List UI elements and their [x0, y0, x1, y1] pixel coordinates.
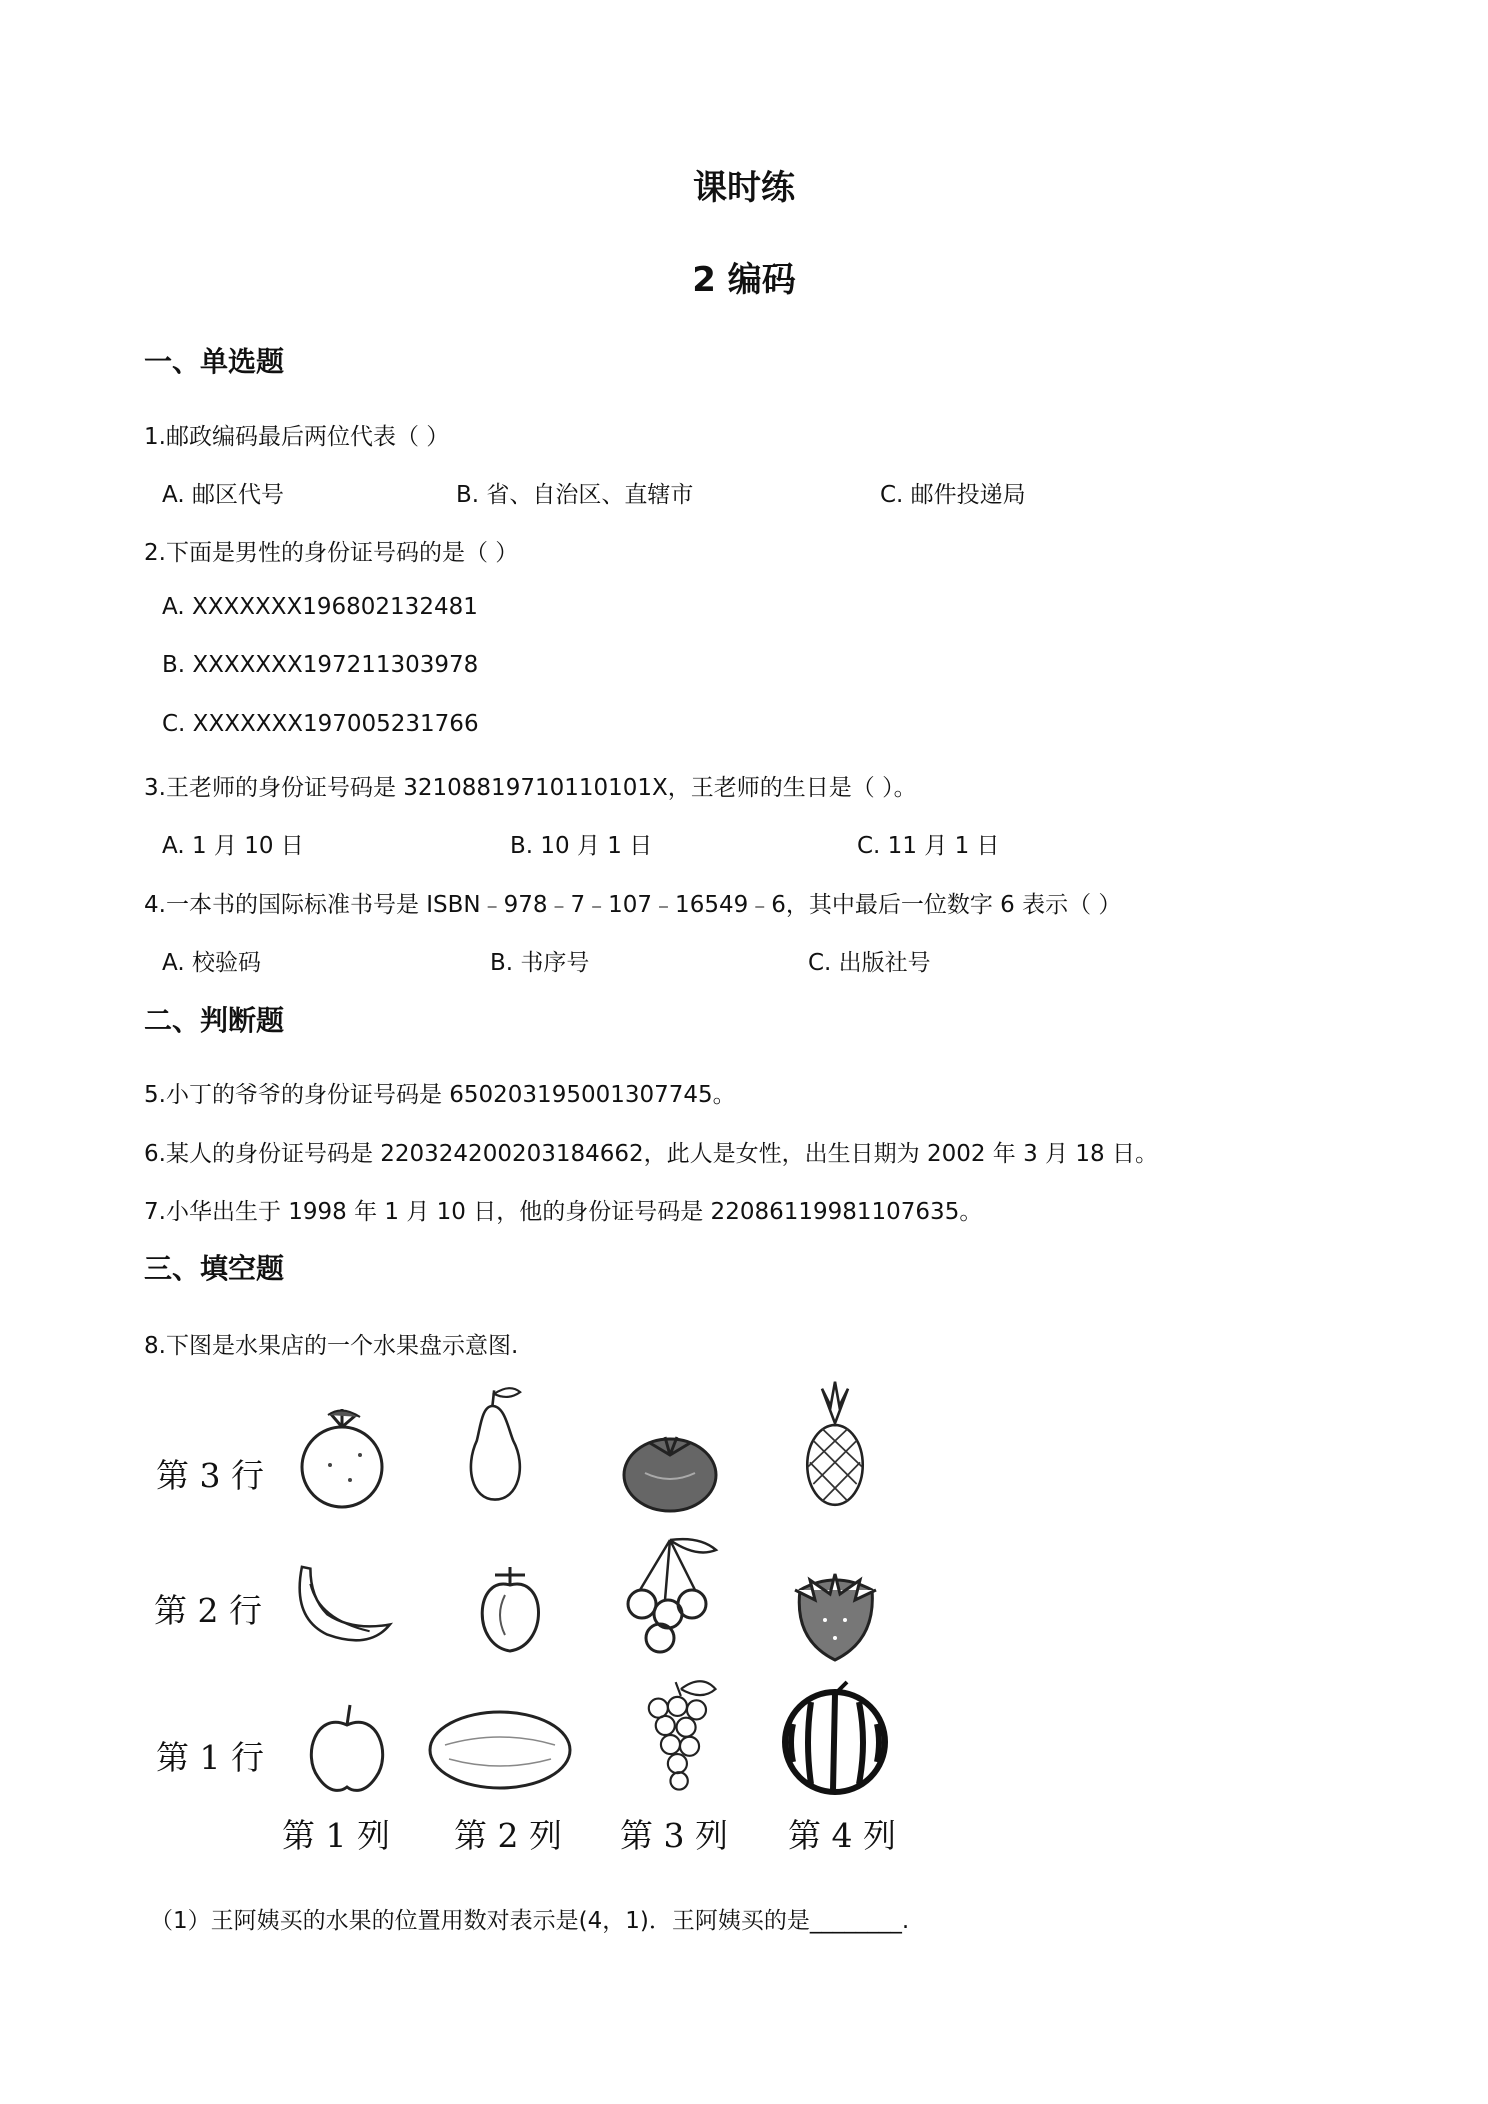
cherries-icon	[620, 1530, 730, 1660]
q4-option-a: A. 校验码	[162, 950, 261, 976]
col-label-3: 第 3 列	[620, 1816, 728, 1855]
q1-option-c: C. 邮件投递局	[880, 482, 1026, 508]
q2-option-b: B. XXXXXXX197211303978	[162, 652, 479, 678]
question-2: 2.下面是男性的身份证号码的是（ ）	[144, 540, 519, 566]
q4-option-c: C. 出版社号	[808, 950, 931, 976]
melon-icon	[425, 1705, 575, 1795]
doc-subtitle: 2 编码	[692, 260, 796, 300]
q2-option-c: C. XXXXXXX197005231766	[162, 711, 479, 737]
pear-icon	[440, 1380, 550, 1510]
question-6: 6.某人的身份证号码是 220324200203184662，此人是女性，出生日期为 2002 年 3 月 18 日。	[144, 1141, 1158, 1167]
q1-option-b: B. 省、自治区、直辖市	[456, 482, 694, 508]
question-5: 5.小丁的爷爷的身份证号码是 650203195001307745。	[144, 1082, 736, 1108]
col-label-4: 第 4 列	[788, 1816, 896, 1855]
section-heading-fill-blank: 三、填空题	[144, 1252, 285, 1285]
pineapple-icon	[780, 1380, 890, 1510]
watermelon-icon	[775, 1680, 895, 1800]
q2-option-a: A. XXXXXXX196802132481	[162, 594, 478, 620]
q4-option-b: B. 书序号	[490, 950, 590, 976]
fruit-tray-figure	[140, 1380, 920, 1870]
col-label-2: 第 2 列	[454, 1816, 562, 1855]
tomato-icon	[615, 1405, 725, 1535]
apple-icon	[292, 1685, 402, 1815]
section-heading-single-choice: 一、单选题	[144, 345, 285, 378]
col-label-1: 第 1 列	[282, 1816, 390, 1855]
q3-option-a: A. 1 月 10 日	[162, 833, 304, 859]
question-7: 7.小华出生于 1998 年 1 月 10 日，他的身份证号码是 22086119981107635。	[144, 1199, 983, 1225]
doc-title: 课时练	[693, 168, 795, 208]
q3-option-c: C. 11 月 1 日	[857, 833, 1000, 859]
grapes-icon	[625, 1670, 735, 1800]
question-8-part-1: （1）王阿姨买的水果的位置用数对表示是(4，1)．王阿姨买的是________.	[150, 1908, 910, 1934]
question-8: 8.下图是水果店的一个水果盘示意图.	[144, 1333, 519, 1359]
q1-option-a: A. 邮区代号	[162, 482, 284, 508]
row-label-2: 第 2 行	[154, 1591, 262, 1630]
section-heading-true-false: 二、判断题	[144, 1004, 285, 1037]
row-label-3: 第 3 行	[156, 1456, 264, 1495]
orange-icon	[290, 1395, 400, 1525]
banana-icon	[285, 1540, 395, 1670]
strawberry-icon	[780, 1550, 890, 1680]
peach-icon	[455, 1545, 565, 1675]
question-1: 1.邮政编码最后两位代表（ ）	[144, 424, 450, 450]
q3-option-b: B. 10 月 1 日	[510, 833, 653, 859]
row-label-1: 第 1 行	[156, 1738, 264, 1777]
question-4: 4.一本书的国际标准书号是 ISBN﹣978﹣7﹣107﹣16549﹣6，其中最后一位数字 6 表示（ ）	[144, 892, 1122, 918]
question-3: 3.王老师的身份证号码是 32108819710110101X，王老师的生日是（ ）。	[144, 775, 917, 801]
